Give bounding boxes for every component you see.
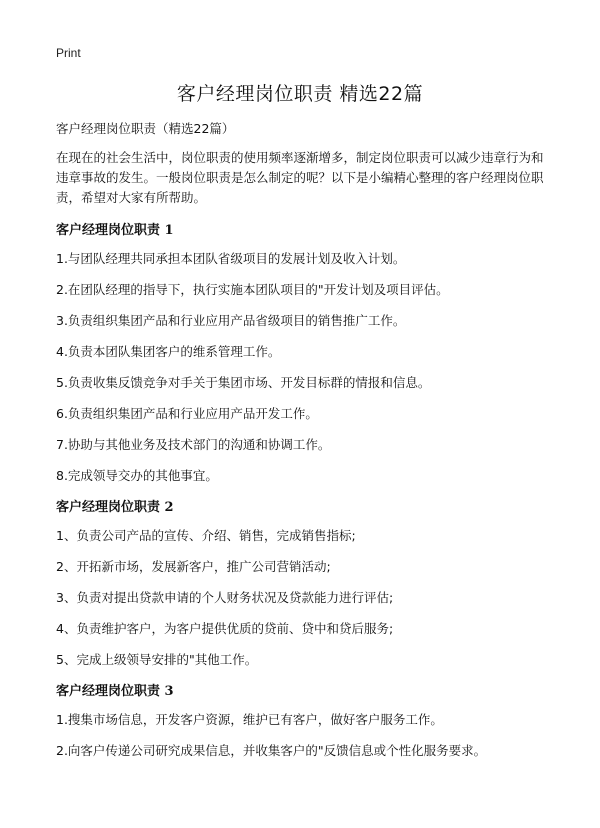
section-3 (56, 683, 544, 760)
list-item: 8.完成领导交办的其他事宜。 (56, 468, 218, 483)
list-item: 2.向客户传递公司研究成果信息，并收集客户的"反馈信息或个性化服务要求。 (56, 743, 487, 758)
subtitle: 客户经理岗位职责（精选22篇） (56, 121, 235, 136)
list-item: 4、负责维护客户，为客户提供优质的贷前、贷中和贷后服务; (56, 621, 394, 636)
list-item: 1.与团队经理共同承担本团队省级项目的发展计划及收入计划。 (56, 251, 406, 266)
list-item: 7.协助与其他业务及技术部门的沟通和协调工作。 (56, 437, 331, 452)
print-link[interactable]: Print (56, 46, 81, 60)
section-heading: 客户经理岗位职责 2 (56, 500, 174, 515)
list-item: 4.负责本团队集团客户的维系管理工作。 (56, 344, 281, 359)
section-heading: 客户经理岗位职责 1 (56, 223, 174, 238)
list-item: 3.负责组织集团产品和行业应用产品省级项目的销售推广工作。 (56, 313, 406, 328)
list-item: 1、负责公司产品的宣传、介绍、销售，完成销售指标; (56, 528, 356, 543)
intro-paragraph: 在现在的社会生活中，岗位职责的使用频率逐渐增多，制定岗位职责可以减少违章行为和违章事故的发生。一般岗位职责是怎么制定的呢？以下是小编精心整理的客户经理岗位职责，希望对大家有所帮助。 (56, 150, 544, 205)
section-1 (56, 222, 544, 485)
list-item: 1.搜集市场信息，开发客户资源，维护已有客户，做好客户服务工作。 (56, 712, 443, 727)
list-item: 3、负责对提出贷款申请的个人财务状况及贷款能力进行评估; (56, 590, 394, 605)
list-item: 5.负责收集反馈竞争对手关于集团市场、开发目标群的情报和信息。 (56, 375, 431, 390)
section-heading: 客户经理岗位职责 3 (56, 684, 174, 699)
page-title: 客户经理岗位职责 精选22篇 (176, 83, 424, 105)
list-item: 6.负责组织集团产品和行业应用产品开发工作。 (56, 406, 318, 421)
list-item: 2.在团队经理的指导下，执行实施本团队项目的"开发计划及项目评估。 (56, 282, 449, 297)
section-2 (56, 499, 544, 669)
list-item: 2、开拓新市场，发展新客户，推广公司营销活动; (56, 559, 331, 574)
list-item: 5、完成上级领导安排的"其他工作。 (56, 652, 258, 667)
